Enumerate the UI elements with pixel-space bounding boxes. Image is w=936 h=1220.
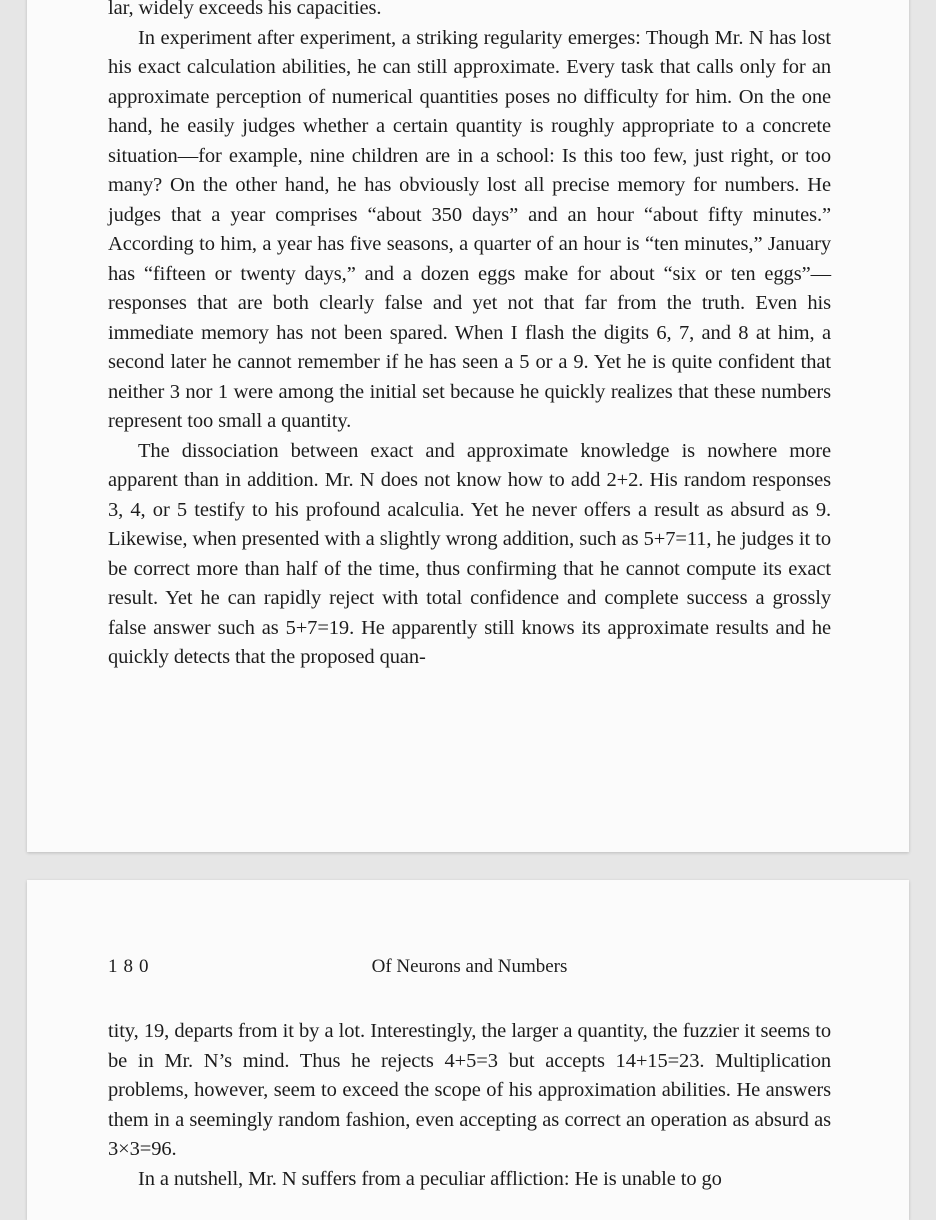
paragraph: lar, widely exceeds his capacities. [108,0,382,19]
body-text [108,1017,831,1194]
page-number: 180 [108,956,155,977]
paragraph: tity, 19, departs from it by a lot. Interestingly, the larger a quantity, the fuzzier it seems to be in Mr. N’s mind. Thus he rejects 4+5=3 but accepts 14+15=23. Multiplication problems, however, seem to exceed the scope of his approximation abilities. He answers them in a seemingly random fashion, even accepting as correct an operation as absurd as 3×3=96. [108,1020,831,1160]
paragraph: The dissociation between exact and approximate knowledge is nowhere more apparent than in addition. Mr. N does not know how to add 2+2. His random responses 3, 4, or 5 testify to his profound acalculia. Yet he never offers a result as absurd as 9. Likewise, when presented with a slightly wrong addition, such as 5+7=11, he judges it to be correct more than half of the time, thus confirming that he cannot compute its exact result. Yet he can rapidly reject with total confidence and complete success a grossly false answer such as 5+7=19. He apparently still knows its approximate results and he quickly detects that the proposed quan- [108,439,831,668]
paragraph: In experiment after experiment, a striking regularity emerges: Though Mr. N has lost his exact calculation abilities, he can still approximate. Every task that calls only for an approximate perception of numerical quantities poses no difficulty for him. On the one hand, he easily judges whether a certain quantity is roughly appropriate to a concrete situation—for example, nine children are in a school: Is this too few, just right, or too many? On the other hand, he has obviously lost all precise memory for numbers. He judges that a year comprises “about 350 days” and an hour “about fifty minutes.” According to him, a year has five seasons, a quarter of an hour is “ten minutes,” January has “fifteen or twenty days,” and a dozen eggs make for about “six or ten eggs”—responses that are both clearly false and yet not that far from the truth. Even his immediate memory has not been spared. When I flash the digits 6, 7, and 8 at him, a second later he cannot remember if he has seen a 5 or a 9. Yet he is quite confident that neither 3 nor 1 were among the initial set because he quickly realizes that these numbers represent too small a quantity. [108,26,831,432]
page-top [27,0,909,852]
paragraph: In a nutshell, Mr. N suffers from a peculiar affliction: He is unable to go [138,1167,722,1190]
running-head [108,956,831,982]
body-text [108,0,831,673]
page-bottom [27,880,909,1220]
running-head-title: Of Neurons and Numbers [371,956,568,977]
